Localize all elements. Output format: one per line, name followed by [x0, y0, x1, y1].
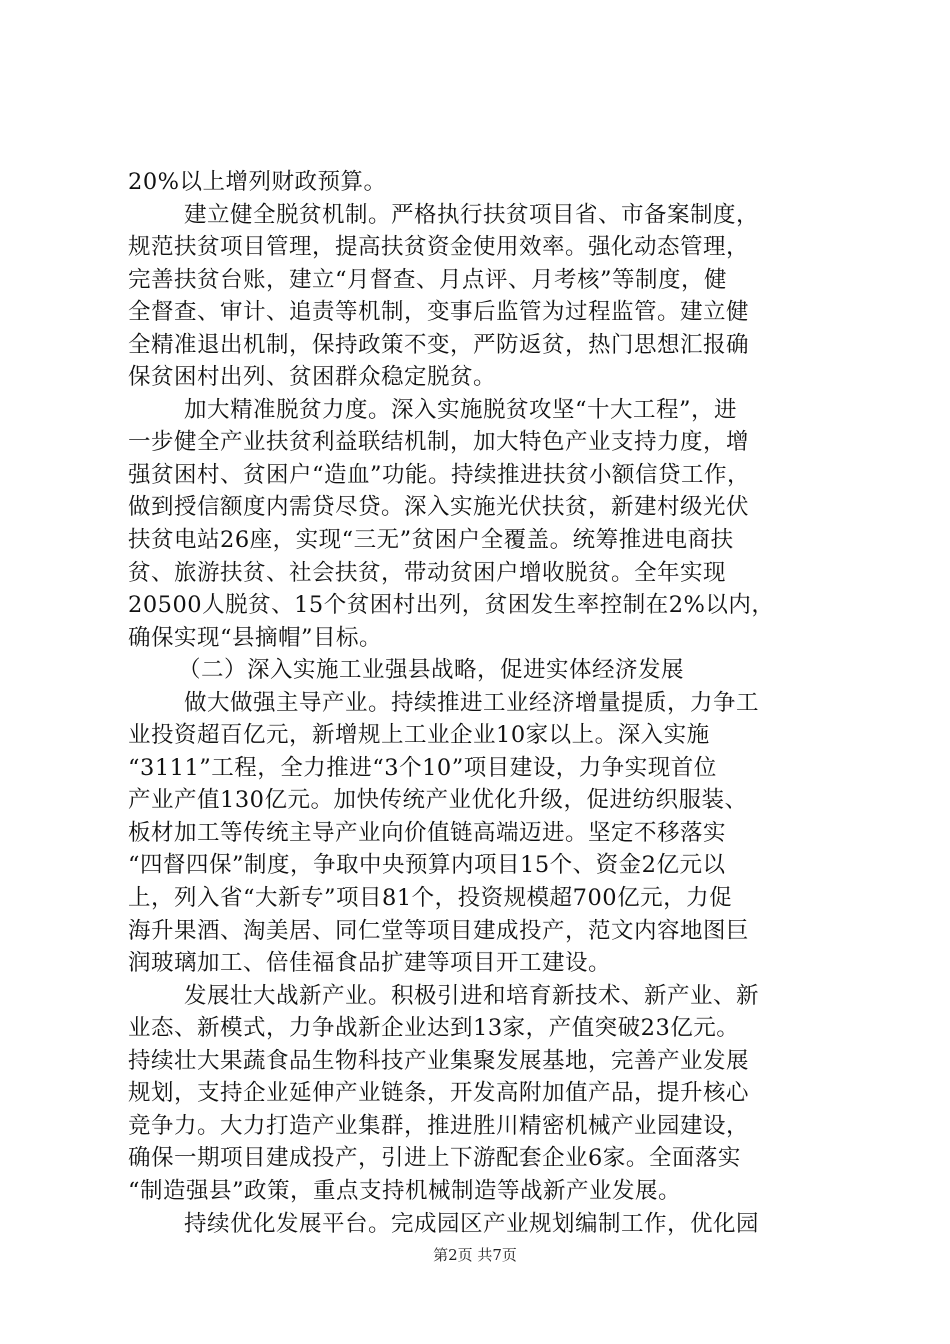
text-line: 规划，支持企业延伸产业链条，开发高附加值产品，提升核心: [128, 1080, 750, 1107]
text-line: 海升果酒、淘美居、同仁堂等项目建成投产，范文内容地图巨: [128, 917, 750, 944]
paragraph-start-line: 做大做强主导产业。持续推进工业经济增量提质，力争工: [184, 689, 760, 716]
text-line: 确保一期项目建成投产，引进上下游配套企业6家。全面落实: [128, 1145, 741, 1172]
text-line: “3111”工程，全力推进“3个10”项目建设，力争实现首位: [128, 754, 717, 781]
text-line: 20500人脱贫、15个贫困村出列，贫困发生率控制在2%以内，: [128, 592, 775, 619]
text-line: 做到授信额度内需贷尽贷。深入实施光伏扶贫，新建村级光伏: [128, 494, 750, 521]
text-line: 规范扶贫项目管理，提高扶贫资金使用效率。强化动态管理，: [128, 234, 750, 261]
text-line: 扶贫电站26座，实现“三无”贫困户全覆盖。统筹推进电商扶: [128, 527, 734, 554]
text-line: 完善扶贫台账，建立“月督查、月点评、月考核”等制度，健: [128, 266, 728, 293]
text-line: 板材加工等传统主导产业向价值链高端迈进。坚定不移落实: [128, 819, 727, 846]
text-line: 业投资超百亿元，新增规上工业企业10家以上。深入实施: [128, 722, 710, 749]
paragraph-start-line: 建立健全脱贫机制。严格执行扶贫项目省、市备案制度，: [184, 201, 760, 228]
text-line: 强贫困村、贫困户“造血”功能。持续推进扶贫小额信贷工作，: [128, 461, 751, 488]
text-line: 一步健全产业扶贫利益联结机制，加大特色产业支持力度，增: [128, 429, 750, 456]
text-line: 上，列入省“大新专”项目81个，投资规模超700亿元，力促: [128, 885, 733, 912]
paragraph-start-line: 持续优化发展平台。完成园区产业规划编制工作，优化园: [184, 1210, 760, 1237]
paragraph-start-line: 发展壮大战新产业。积极引进和培育新技术、新产业、新: [184, 982, 760, 1009]
text-line: 润玻璃加工、倍佳福食品扩建等项目开工建设。: [128, 950, 612, 977]
text-line: 业态、新模式，力争战新企业达到13家，产值突破23亿元。: [128, 1015, 740, 1042]
text-line: 产业产值130亿元。加快传统产业优化升级，促进纺织服装、: [128, 787, 748, 814]
text-line: “制造强县”政策，重点支持机械制造等战新产业发展。: [128, 1177, 682, 1204]
paragraph-start-line: 加大精准脱贫力度。深入实施脱贫攻坚“十大工程”，进: [184, 396, 738, 423]
text-line: 20%以上增列财政预算。: [128, 169, 387, 195]
text-line: 竞争力。大力打造产业集群，推进胜川精密机械产业园建设，: [128, 1112, 750, 1139]
text-line: 保贫困村出列、贫困群众稳定脱贫。: [128, 364, 497, 391]
text-line: 全精准退出机制，保持政策不变，严防返贫，热门思想汇报确: [128, 331, 750, 358]
text-line: 持续壮大果蔬食品生物科技产业集聚发展基地，完善产业发展: [128, 1047, 750, 1074]
text-line: 全督查、审计、追责等机制，变事后监管为过程监管。建立健: [128, 299, 750, 326]
page-footer: 第2页 共7页: [433, 1246, 517, 1264]
text-line: 贫、旅游扶贫、社会扶贫，带动贫困户增收脱贫。全年实现: [128, 559, 727, 586]
body-text: [128, 166, 838, 1240]
text-line: “四督四保”制度，争取中央预算内项目15个、资金2亿元以: [128, 852, 726, 879]
section-heading: （二）深入实施工业强县战略，促进实体经济发展: [178, 657, 685, 684]
text-line: 确保实现“县摘帽”目标。: [128, 624, 383, 651]
